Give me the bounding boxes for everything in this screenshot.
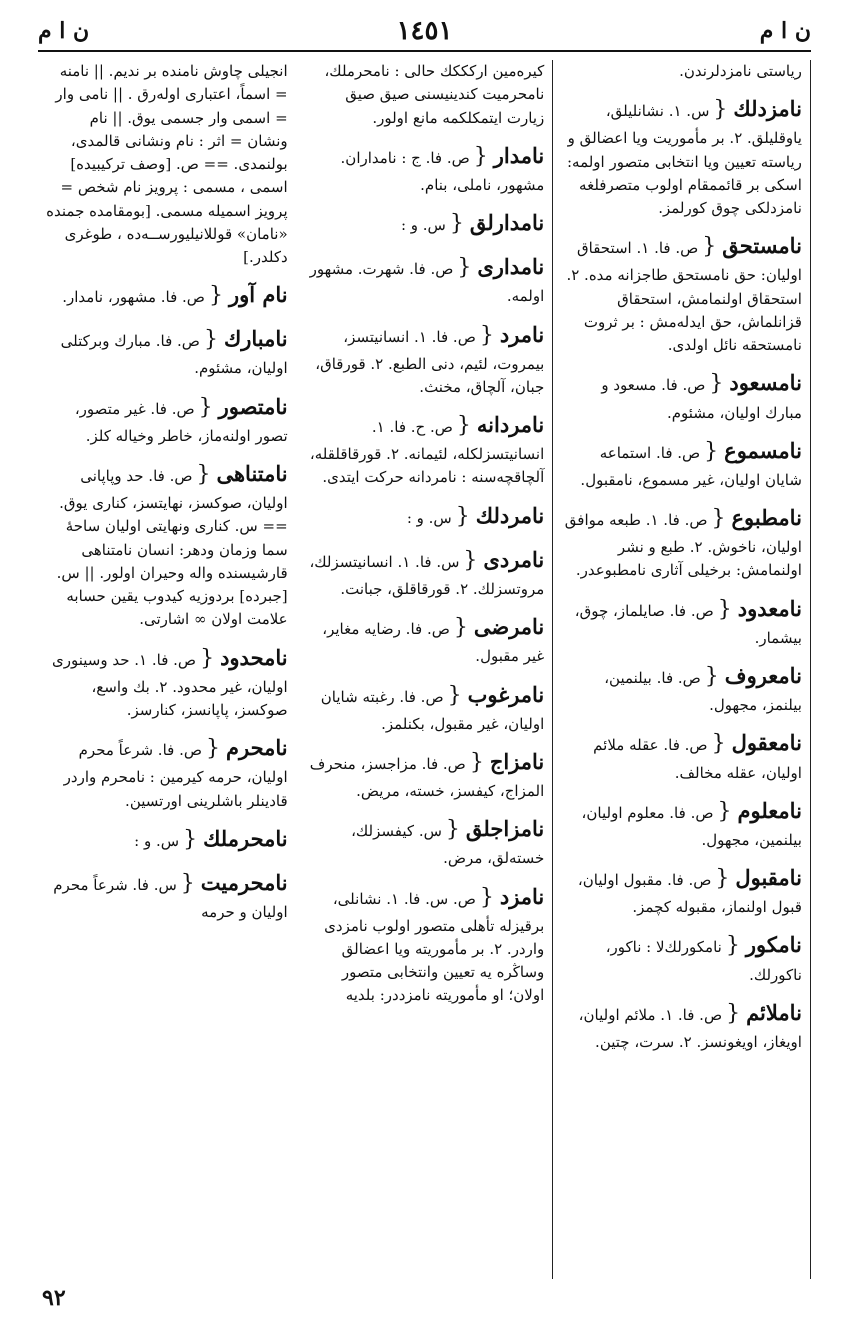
header-rule [38,50,811,52]
dictionary-entry [46,642,288,723]
entry-brace: { [711,506,726,532]
entry-headword: نام آور [228,282,288,308]
dictionary-entry [561,367,802,424]
dictionary-entry [46,867,288,924]
entry-headword: نامردلك [475,502,545,528]
entry-headword: نامبارك [223,326,288,352]
entry-brace: { [463,547,478,573]
entry-definition: ص. فا. ١. استحقاق اوليان: حق نامستحق طاجزانه مده. ٢. استحقاق اولنمامش، استحقاق قزانلماش، حق ايدلەمش : بر ثروت نامستحقه نائل اولدى. [566,239,802,355]
dictionary-entry [304,611,545,668]
entry-definition: ص. فا. مزاجسز، منحرف المزاج، كيفسز، خسته، مريض. [309,754,545,800]
dictionary-entry [561,660,802,717]
dictionary-entry [561,593,802,650]
entry-headword: نامحرملك [203,825,288,851]
dictionary-entry [46,391,288,448]
entry-headword: نامرد [499,321,545,347]
entry-brace: { [206,736,220,762]
entry-definition: ص. فا. مبارك وبركتلى اوليان، مشئوم. [60,332,288,378]
dictionary-entry [46,823,288,857]
entry-definition: س. ١. نشانليلق، ياوقليلق. ٢. بر مأموريت ويا اعضالق و رياسته تعيين ويا انتخابى متصور اولمه: اسكى بر قائممقام اولوب متصرفلغه نامزدلكى چوق كورلمز. [566,102,802,218]
entry-definition: ص. فا. رغبته شايان اوليان، غير مقبول، بكنلمز. [320,687,545,733]
dictionary-entry [304,500,545,534]
entry-definition: ص. فا. شرعاً محرم اوليان، حرمه كيرمين : نامحرم واردر قادينلر باشلرينى اورتسين. [63,741,288,810]
entry-definition: ص. فا. بيلنمين، بيلنمز، مجهول. [604,669,802,715]
entry-headword: نامزد [499,883,545,909]
entry-headword: نامدارى [477,254,545,280]
dictionary-entry [304,409,545,490]
column-middle [296,60,554,1279]
entry-headword: نامزاجلق [465,816,545,842]
dictionary-entry [304,207,545,241]
entry-definition: س. كيفسزلك، خستەلق، مرض. [351,822,545,868]
entry-brace: { [717,798,732,824]
entry-definition: ص. س. فا. ١. نشانلى، برقيزله تأهلى متصور اولوب نامزدى واردر. ٢. بر مأموريته ويا اعضالق وساڭره يه تعيين وانتخابى متصور اولان؛ او مأموريته نامزددر: بلديه [324,889,545,1005]
entry-brace: { [198,394,213,420]
header-right-label: ن ا م [759,18,811,44]
entry-headword: نامستحق [722,233,802,259]
page-number: ١٤٥١ [396,16,453,46]
entry-definition: ص. فا. صايلماز، چوق، بيشمار. [574,601,802,647]
entry-brace: { [711,731,726,757]
entry-definition: ص. فا. مقبول اوليان، قبول اولنماز، مقبوله كچمز. [577,871,802,917]
dictionary-entry [304,813,545,870]
entry-headword: نامحرميت [200,869,288,895]
dictionary-entry [561,727,802,784]
dictionary-entry [304,881,545,1008]
entry-definition: ص. فا. ج : نامداران. مشهور، ناملى، بنام. [340,148,545,194]
entry-brace: { [457,255,472,281]
dictionary-entry [46,60,288,269]
entry-headword: ناملائم [746,999,802,1025]
dictionary-entry [304,746,545,803]
entry-brace: { [717,596,732,622]
entry-definition: ص. فا. عقله ملائم اوليان، عقله مخالف. [593,736,802,782]
entry-brace: { [709,371,724,397]
dictionary-entry [561,862,802,919]
entry-brace: { [704,664,719,690]
entry-definition: ص. فا. مشهور، نامدار. [62,288,205,307]
entry-brace: { [203,327,218,353]
entry-definition: ص. فا. غير متصور، تصور اولنەماز، خاطر وخياله كلز. [74,399,288,445]
entry-headword: نامردانه [476,412,545,438]
entry-definition: ص. فا. مسعود و مبارك اوليان، مشئوم. [601,376,802,422]
entry-brace: { [445,817,460,843]
entry-brace: { [208,283,223,309]
dictionary-entry [304,679,545,736]
entry-brace: { [713,97,728,123]
entry-definition: ص. ح. فا. ١. انسانيتسزلكله، لئيمانه. ٢. قورقاقلقله، آلچاقچەسنه : نامردانه حركت ايتدى. [309,418,545,487]
dictionary-entry [46,323,288,380]
entry-brace: { [702,234,717,260]
dictionary-entry [304,140,545,197]
entry-brace: { [180,870,195,896]
entry-definition: ص. فا. ١. طبعه موافق اوليان، ناخوش. ٢. طبع و نشر اولنمامش: برخيلى آثارى نامطبوعدر. [564,511,802,580]
entry-headword: نامعدود [737,595,802,621]
entry-headword: نامعروف [724,663,802,689]
entry-brace: { [725,933,740,959]
entry-definition: ص. فا. شهرت. مشهور اولمه. [309,260,545,306]
footer-signature: ٩٢ [42,1285,66,1311]
dictionary-entry [561,795,802,852]
entry-headword: نامحدود [220,644,288,670]
entry-definition: نامكورلك‌لا : ناكور، ناكورلك. [605,938,802,984]
entry-definition: س. فا. شرعاً محرم اوليان و حرمه [53,875,288,921]
entry-headword: نامزاج [489,748,545,774]
entry-definition: ص. فا. رضايه مغاير، غير مقبول. [322,620,545,666]
entry-headword: نامرغوب [467,681,545,707]
entry-definition: ص. فا. ١. حد وسينورى اوليان، غير محدود. ٢. بك واسع، صوكسز، پاپانسز، كنارسز. [51,650,288,719]
dictionary-columns [38,60,811,1279]
dictionary-entry [46,279,288,313]
entry-headword: نامعلوم [737,797,802,823]
entry-brace: { [200,645,215,671]
entry-headword: نامطبوع [731,505,802,531]
entry-brace: { [704,438,719,464]
entry-headword: نامتناهى [216,461,288,487]
dictionary-entry [304,544,545,601]
entry-brace: { [453,615,468,641]
entry-headword: نامسعود [729,370,802,396]
entry-brace: { [469,749,484,775]
dictionary-entry [304,251,545,308]
entry-definition: س. و : [134,831,180,850]
dictionary-entry [304,319,545,400]
dictionary-entry [561,502,802,583]
entry-definition: ص. فا. ١. ملائم اوليان، اويغاز، اويغونسز. ٢. سرت، چتين. [578,1005,802,1051]
entry-headword: نامزدلك [733,96,802,122]
dictionary-entry [561,435,802,492]
entry-brace: { [183,826,198,852]
entry-headword: نامدارلق [469,210,545,236]
entry-headword: نامدار [493,142,545,168]
entry-brace: { [715,866,730,892]
entry-definition: س. و : [400,216,446,235]
entry-brace: { [456,413,471,439]
entry-headword: نامرضى [473,614,545,640]
entry-definition: ص. فا. استماعه شايان اوليان، غير مسموع، نامقبول. [580,443,802,489]
entry-definition: ص. فا. معلوم اوليان، بيلنمين، مجهول. [581,803,802,849]
entry-definition: س. و : [406,508,452,527]
entry-definition: انجيلى چاوش نامنده بر نديم. || نامنه = اسماً، اعتبارى اولەرق . || نامى وار = اسمى وار جسمى يوق. || نام ونشان = اثر : نام ونشانى قالمدى، بولنمدى. == ص. [وصف تركيبيده] اسمى ، مسمى : پرويز نام شخص = پرويز اسميله مسمى. [بومقامده جمنده «نامان» قوللانيليورســەده ، طوغرى دكلدر.] [46,62,288,266]
entry-headword: نامحرم [226,735,288,761]
entry-definition: ص. فا. حد وپاپانى اوليان، صوكسز، نهايتسز، كنارى يوق. == س. كنارى ونهايتى اوليان ساحهٔ سما وزمان ودهر: انسان نامتناهى قارشيسنده واله وحيران اولور. || س. [جبرده] بردوزيه كيدوب يقين حسابه علامت اولان ∞ اشارتى. [56,467,288,629]
entry-headword: نامكور [745,932,802,958]
entry-headword: نامردى [483,546,545,572]
entry-definition: رياستى نامزدلرندن. [679,62,802,80]
entry-brace: { [455,503,470,529]
entry-brace: { [196,462,211,488]
column-right [38,60,296,1279]
header-left-label: ن ا م [38,18,90,44]
entry-brace: { [473,143,488,169]
entry-brace: { [726,1000,741,1026]
dictionary-entry [561,929,802,986]
entry-headword: نامقبول [735,865,802,891]
dictionary-entry [561,230,802,357]
dictionary-entry [561,93,802,220]
entry-definition: كيرەمين اركككك حالى : نامحرملك، نامحرميت كندينيسنى صيق صيق زيارت ايتمكلكمه مانع اولور. [324,62,545,127]
entry-definition: ص. فا. ١. انسانيتسز، بيمروت، لئيم، دنى الطبع. ٢. قورقاق، جبان، آلچاق، مخنث. [315,327,545,396]
dictionary-entry [561,997,802,1054]
dictionary-entry [46,458,288,632]
entry-brace: { [449,211,464,237]
page-header [38,14,811,48]
entry-headword: نامعقول [731,730,802,756]
entry-headword: نامتصور [218,393,288,419]
entry-definition: س. فا. ١. انسانيتسزلك، مروتسزلك. ٢. قورقاقلق، جبانت. [309,552,545,598]
dictionary-entry [304,60,545,130]
column-left [553,60,811,1279]
dictionary-entry [46,732,288,813]
dictionary-entry [561,60,802,83]
entry-brace: { [447,682,462,708]
entry-headword: نامسموع [724,437,802,463]
entry-brace: { [479,322,494,348]
entry-brace: { [479,884,494,910]
